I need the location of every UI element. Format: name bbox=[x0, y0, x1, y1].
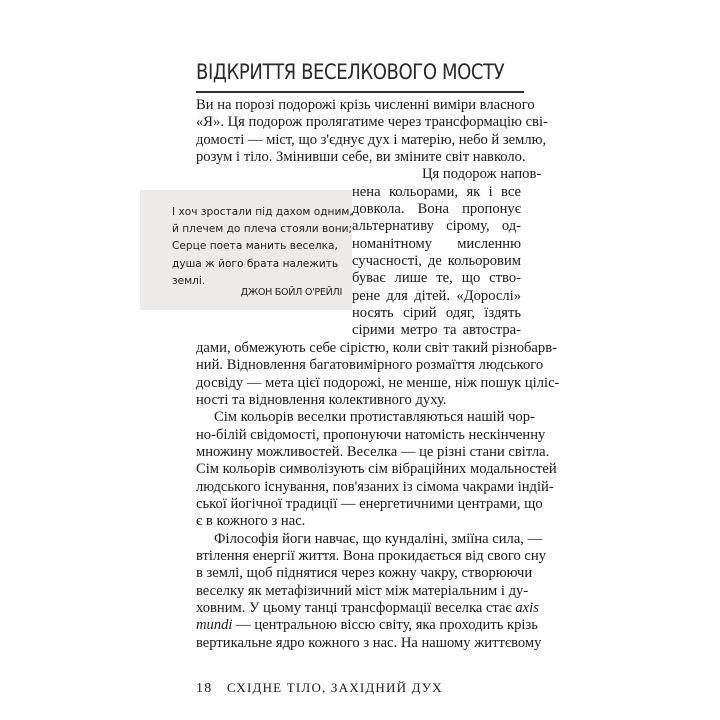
text-line: веселку як метафізичний міст між матеріальним і ду- bbox=[196, 582, 529, 599]
text-line: в землі, щоб піднятися через кожну чакру, створюючи bbox=[196, 565, 533, 582]
text-line: дами, обмежують себе сірістю, коли світ такий різнобарв- bbox=[196, 339, 557, 356]
text-line: ності та відновлення колективного духу. bbox=[196, 391, 447, 408]
page-number: 18 bbox=[196, 681, 213, 696]
text-line: mundi — центральною віссю світу, яка проходить крізь bbox=[196, 617, 538, 634]
text-line: ховним. У цьому танці трансформації веселка стає axis bbox=[196, 599, 539, 616]
text-line: Сім кольорів веселки протиставляються нашій чор- bbox=[214, 409, 535, 426]
body-text bbox=[196, 97, 560, 652]
text-line: сірими метро та автостра- bbox=[352, 322, 521, 339]
text-line: Ви на порозі подорожі крізь численні виміри власного bbox=[196, 97, 535, 113]
title-underline bbox=[196, 91, 524, 93]
italic-term: axis bbox=[515, 599, 539, 616]
chapter-title: ВІДКРИТТЯ ВЕСЕЛКОВОГО МОСТУ bbox=[196, 60, 505, 84]
italic-term: mundi bbox=[196, 617, 233, 634]
epigraph-author: ДЖОН БОЙЛ О'РЕЙЛІ bbox=[240, 287, 342, 298]
epigraph-line: Серце поета манить веселка, bbox=[172, 240, 338, 253]
text-line: є в кожного з нас. bbox=[196, 513, 306, 530]
text-line: розум і тіло. Змінивши себе, ви зміните світ навколо. bbox=[196, 149, 526, 166]
text-line: вертикальне ядро кожного з нас. На нашому життєвому bbox=[196, 634, 542, 651]
text-line: ської йогічної традиції — енергетичними центрами, що bbox=[196, 495, 543, 512]
text-line: множину можливостей. Веселка — це різні стани світла. bbox=[196, 443, 550, 460]
text-line: альтернативу сірому, од- bbox=[352, 218, 521, 235]
epigraph-line: землі. bbox=[172, 274, 206, 287]
running-title: СХІДНЕ ТІЛО, ЗАХІДНИЙ ДУХ bbox=[226, 680, 443, 695]
text-line: буває лише те, що ство- bbox=[352, 270, 521, 287]
text-line: сучасності, де кольоровим bbox=[352, 253, 521, 270]
text-line: втілення енергії життя. Вона прокидається від свого сну bbox=[196, 547, 547, 564]
text-line: Сім кольорів символізують сім вібраційних модальностей bbox=[196, 461, 557, 478]
text-line: Філософія йоги навчає, що кундаліні, зміїна сила, — bbox=[214, 530, 543, 547]
text-line: номанітному мисленню bbox=[352, 235, 521, 252]
epigraph-line: І хоч зростали під дахом одним, bbox=[172, 206, 353, 218]
text-line: Ця подорож напов- bbox=[422, 166, 542, 183]
page-footer bbox=[196, 680, 443, 697]
epigraph-line: душа ж його брата належить bbox=[172, 257, 339, 270]
text-line: довкола. Вона пропонує bbox=[352, 201, 521, 218]
text-line: нена кольорами, як і все bbox=[352, 183, 521, 200]
text-line: но-білій свідомості, пропонуючи натомість нескінченну bbox=[196, 426, 546, 443]
text-line: ний. Відновлення багатовимірного розмаїття людського bbox=[196, 357, 544, 374]
text-line: людського існування, пов'язаних із сімома чакрами індій- bbox=[196, 478, 554, 495]
text-line: домості — міст, що з'єднує дух і матерію, небо й землю, bbox=[196, 131, 547, 148]
epigraph-line: й плечем до плеча стояли вони; bbox=[172, 223, 353, 236]
text-line: рене для дітей. «Дорослі» bbox=[352, 287, 521, 304]
text-line: «Я». Ця подорож пролягатиме через трансформацію сві- bbox=[196, 114, 548, 131]
text-line: носять сірий одяг, їздять bbox=[352, 305, 521, 322]
text-line: досвіду — мета цієї подорожі, не менше, ніж пошук ціліс- bbox=[196, 374, 560, 391]
